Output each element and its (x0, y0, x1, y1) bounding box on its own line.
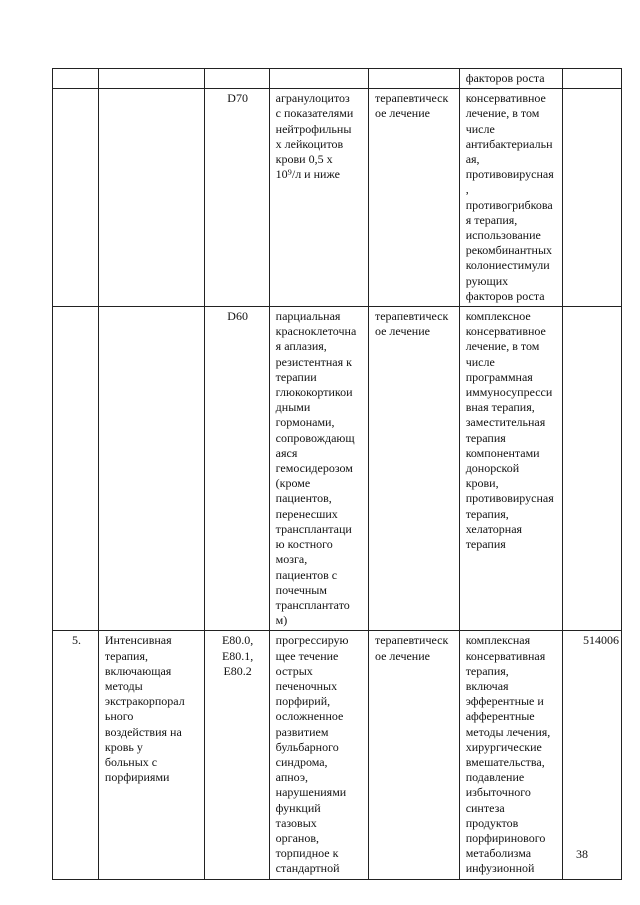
row-number-cell (53, 89, 99, 307)
row-number-cell (53, 307, 99, 631)
table-row (53, 69, 622, 89)
treatment-type-cell: терапевтическ ое лечение (368, 307, 459, 631)
table-row (53, 89, 622, 307)
procedures-table-page (52, 68, 622, 880)
icd-code-cell: D60 (204, 307, 269, 631)
treatment-type-cell (368, 69, 459, 89)
treatment-method-cell: факторов роста (459, 69, 563, 89)
icd-code-cell (204, 69, 269, 89)
table-row (53, 631, 622, 879)
patient-model-cell: агранулоцитоз с показателями нейтрофильны х лейкоцитов крови 0,5 х 10⁹/л и ниже (269, 89, 368, 307)
icd-code-cell: E80.0, E80.1, E80.2 (204, 631, 269, 879)
procedure-name-cell: Интенсивная терапия, включающая методы экстракорпорал ьного воздействия на кровь у больных с порфириями (98, 631, 204, 879)
icd-code-cell: D70 (204, 89, 269, 307)
procedure-name-cell (98, 69, 204, 89)
treatment-method-cell: комплексное консервативное лечение, в том числе программная иммуносупресси вная терапия, заместительная терапия компонентами донорской крови, противовирусная терапия, хелаторная терапия (459, 307, 563, 631)
procedure-name-cell (98, 89, 204, 307)
patient-model-cell: прогрессирую щее течение острых печеночных порфирий, осложненное развитием бульбарного синдрома, апноэ, нарушениями функций тазовых органов, торпидное к стандартной (269, 631, 368, 879)
patient-model-cell (269, 69, 368, 89)
row-number-cell: 5. (53, 631, 99, 879)
patient-model-cell: парциальная красноклеточна я аплазия, резистентная к терапии глюкокортикои дными гормонами, сопровождающ аяся гемосидерозом (кроме пациентов, перенесших трансплантаци ю костного мозга, пациентов с почечным трансплантато м) (269, 307, 368, 631)
treatment-type-cell: терапевтическ ое лечение (368, 631, 459, 879)
cost-cell (563, 307, 622, 631)
row-number-cell (53, 69, 99, 89)
cost-cell (563, 69, 622, 89)
table-row (53, 307, 622, 631)
treatment-type-cell: терапевтическ ое лечение (368, 89, 459, 307)
treatment-method-cell: комплексная консервативная терапия, включая эфферентные и афферентные методы лечения, хирургические вмешательства, подавление избыточного синтеза продуктов порфиринового метаболизма инфузионной (459, 631, 563, 879)
cost-cell: 514006 (563, 631, 622, 879)
treatment-method-cell: консервативное лечение, в том числе антибактериальн ая, противовирусная , противогрибкова я терапия, использование рекомбинантных колониестимули рующих факторов роста (459, 89, 563, 307)
cost-cell (563, 89, 622, 307)
page-number: 38 (576, 847, 588, 861)
procedures-table (52, 68, 622, 880)
procedure-name-cell (98, 307, 204, 631)
